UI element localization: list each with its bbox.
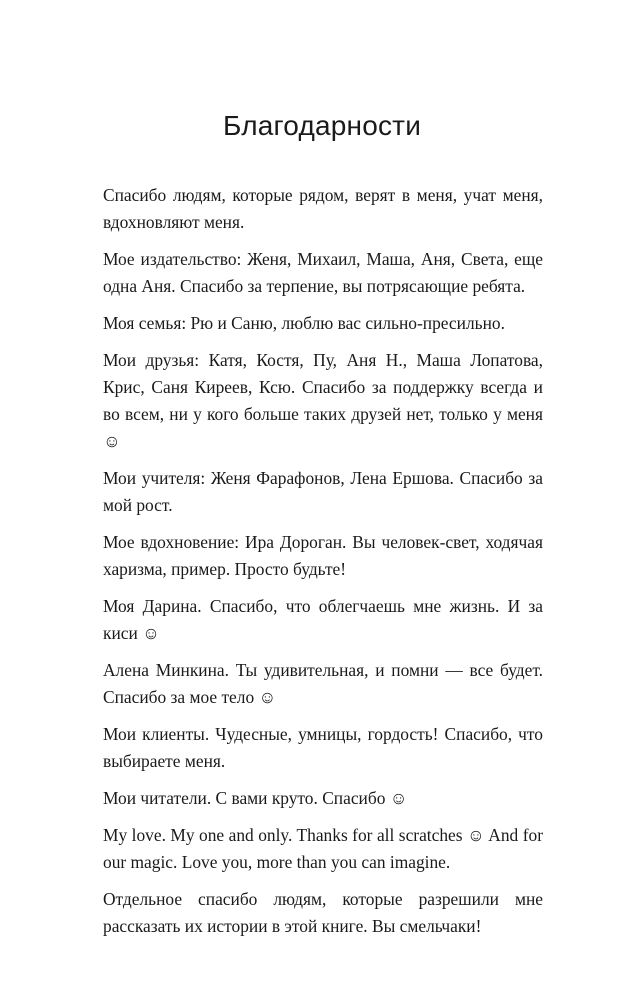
paragraph-family: Моя семья: Рю и Саню, люблю вас сильно-пресильно.	[103, 313, 505, 333]
paragraph-stories: Отдельное спасибо людям, которые разрешили мне рассказать их истории в этой книге. Вы смельчаки!	[103, 889, 543, 936]
paragraph-thanks-people: Спасибо людям, которые рядом, верят в меня, учат меня, вдохновляют меня.	[103, 185, 543, 232]
page-title: Благодарности	[222, 110, 422, 141]
paragraph-inspiration: Мое вдохновение: Ира Дороган. Вы человек-свет, ходячая харизма, пример. Просто будьте!	[103, 532, 543, 579]
paragraph-alena: Алена Минкина. Ты удивительная, и помни — все будет. Спасибо за мое тело ☺	[103, 660, 543, 707]
paragraph-teachers: Мои учителя: Женя Фарафонов, Лена Ершова. Спасибо за мой рост.	[103, 468, 543, 515]
acknowledgements-body	[103, 182, 543, 940]
paragraph-friends: Мои друзья: Катя, Костя, Пу, Аня Н., Маша Лопатова, Крис, Саня Киреев, Ксю. Спасибо за поддержку всегда и во всем, ни у кого больше таких друзей нет, только у меня ☺	[103, 350, 543, 451]
paragraph-publisher: Мое издательство: Женя, Михаил, Маша, Аня, Света, еще одна Аня. Спасибо за терпение, вы потрясающие ребята.	[103, 249, 543, 296]
paragraph-love: My love. My one and only. Thanks for all scratches ☺ And for our magic. Love you, more than you can imagine.	[103, 825, 543, 872]
paragraph-readers: Мои читатели. С вами круто. Спасибо ☺	[103, 788, 408, 808]
paragraph-clients: Мои клиенты. Чудесные, умницы, гордость! Спасибо, что выбираете меня.	[103, 724, 543, 771]
paragraph-darina: Моя Дарина. Спасибо, что облегчаешь мне жизнь. И за киси ☺	[103, 596, 543, 643]
